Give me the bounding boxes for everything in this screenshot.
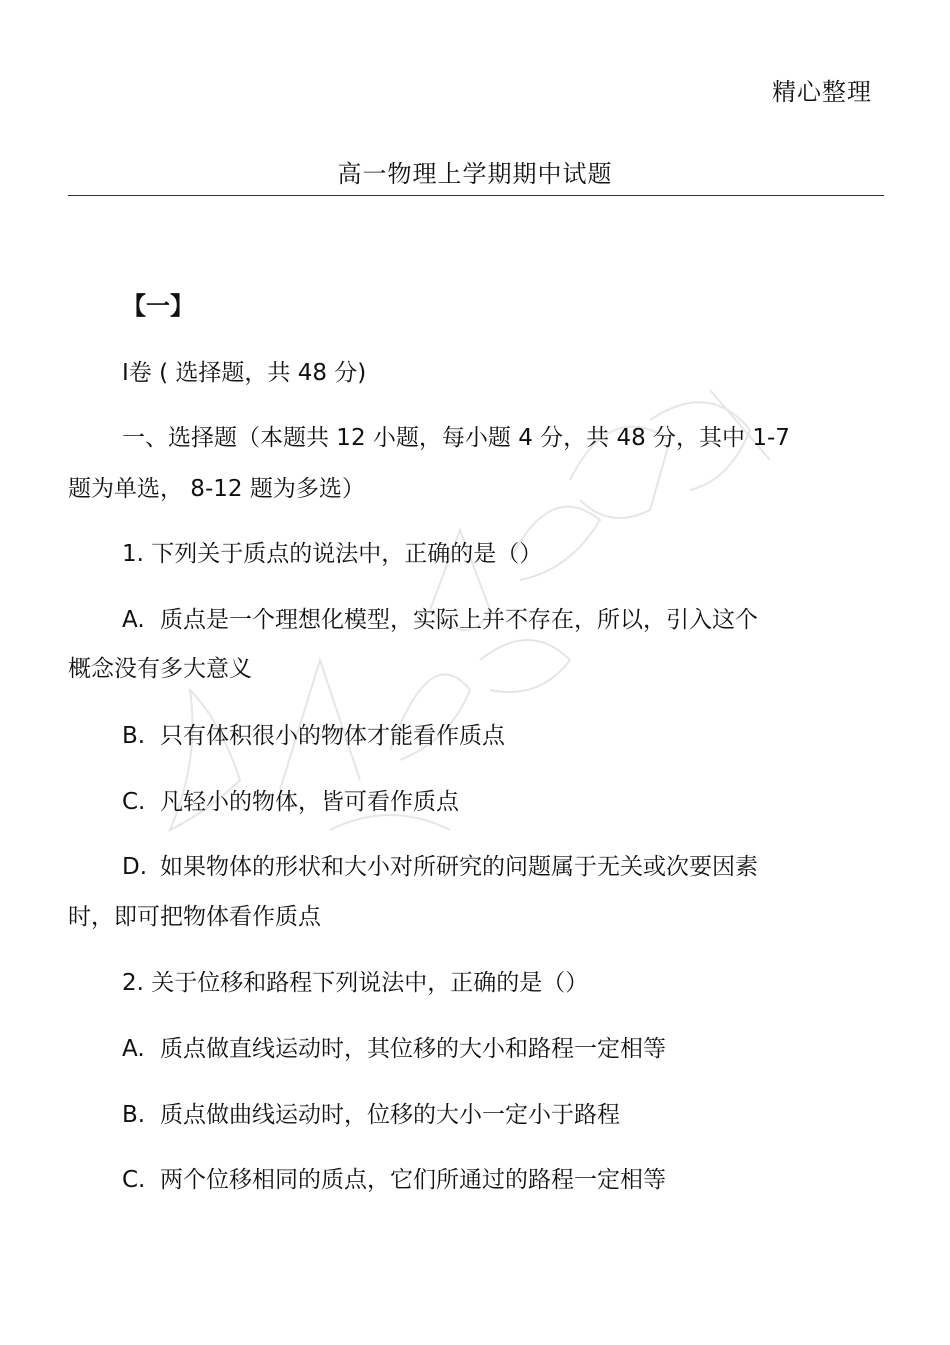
option-text: 质点做直线运动时，其位移的大小和路程一定相等 (160, 1036, 666, 1062)
question-1-option-a-cont: 概念没有多大意义 (68, 656, 252, 682)
question-1-option-b (122, 721, 505, 751)
option-letter: A. (122, 607, 145, 633)
header-corner-label: 精心整理 (772, 78, 872, 106)
part-heading-line2: 题为单选， 8-12 题为多选） (68, 476, 365, 502)
option-text: 两个位移相同的质点，它们所通过的路程一定相等 (160, 1167, 666, 1193)
question-1-option-c (122, 787, 459, 817)
option-letter: B. (122, 723, 146, 749)
question-2-stem: 2. 关于位移和路程下列说法中，正确的是（） (122, 970, 589, 996)
option-letter: B. (122, 1102, 146, 1128)
title-divider (68, 195, 884, 196)
option-letter: C. (122, 1167, 146, 1193)
option-text: 如果物体的形状和大小对所研究的问题属于无关或次要因素 (160, 854, 758, 880)
option-text: 质点做曲线运动时，位移的大小一定小于路程 (160, 1102, 620, 1128)
document-title: 高一物理上学期期中试题 (337, 160, 613, 188)
part-heading-line1: 一、选择题（本题共 12 小题，每小题 4 分，共 48 分，其中 1-7 (122, 425, 790, 451)
volume-heading: Ⅰ卷 ( 选择题，共 48 分) (122, 360, 367, 386)
question-2-option-a (122, 1034, 666, 1064)
question-2-option-c (122, 1165, 666, 1195)
option-text: 质点是一个理想化模型，实际上并不存在，所以，引入这个 (160, 607, 758, 633)
question-2-option-b (122, 1100, 620, 1130)
section-mark: 【一】 (122, 292, 194, 320)
question-1-stem: 1. 下列关于质点的说法中，正确的是（） (122, 541, 543, 567)
option-letter: A. (122, 1036, 145, 1062)
option-letter: C. (122, 789, 146, 815)
question-1-option-a (122, 605, 758, 635)
question-1-option-d-cont: 时，即可把物体看作质点 (68, 904, 321, 930)
question-1-option-d (122, 852, 758, 882)
option-text: 只有体积很小的物体才能看作质点 (160, 723, 505, 749)
option-letter: D. (122, 854, 148, 880)
option-text: 凡轻小的物体，皆可看作质点 (160, 789, 459, 815)
